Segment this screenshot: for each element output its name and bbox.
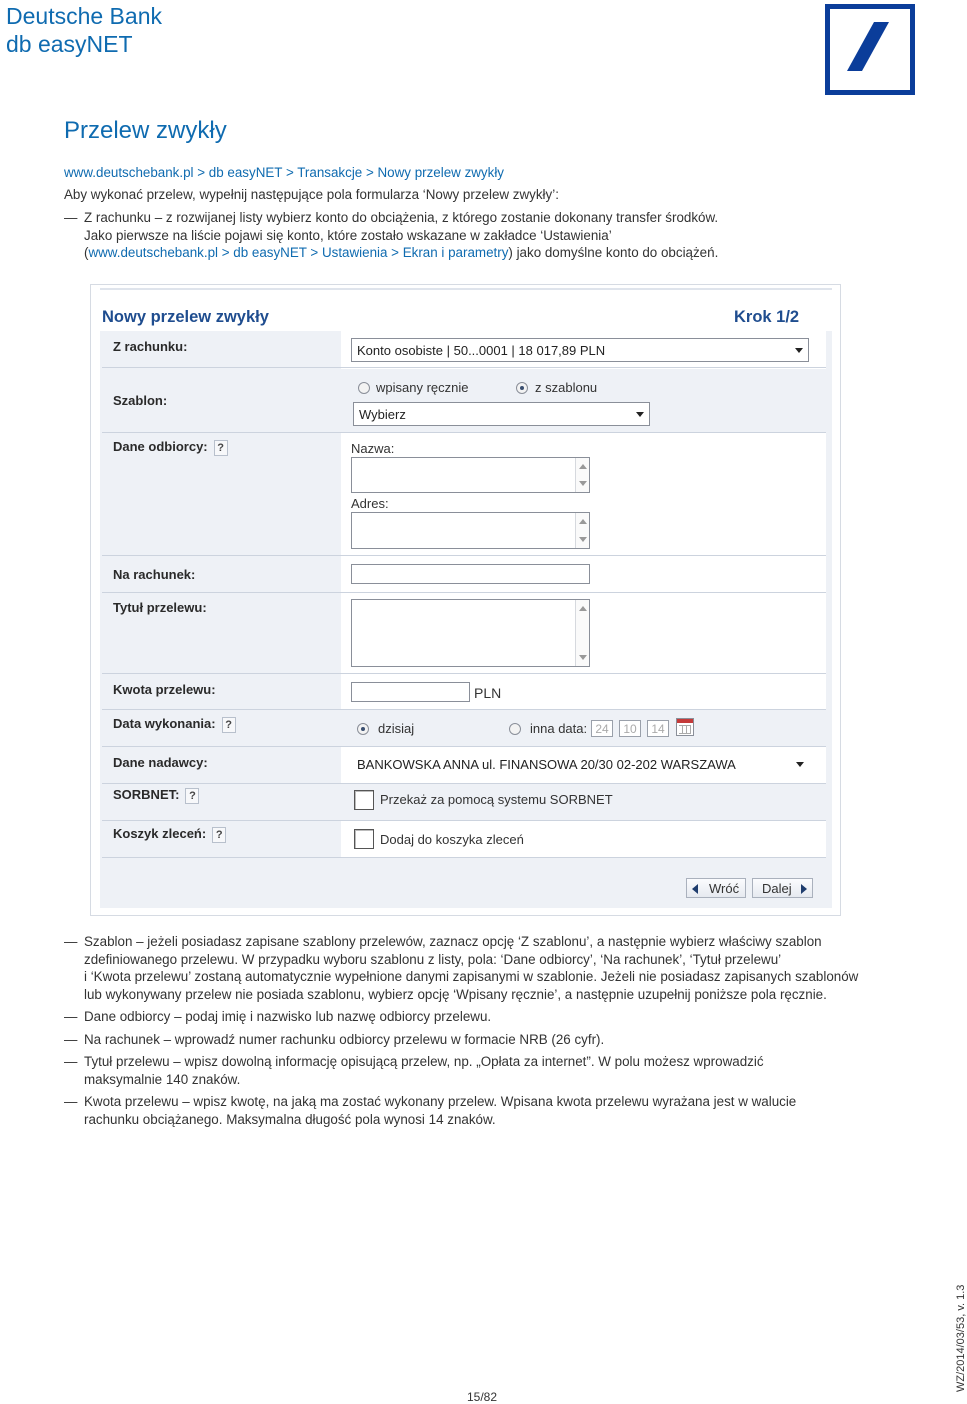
row-separator xyxy=(102,857,826,858)
bullet-line: Jako pierwsze na liście pojawi się konto, które zostało wskazane w zakładce ‘Ustawienia’ xyxy=(84,227,612,243)
account-value: Konto osobiste | 50...0001 | 18 017,89 PLN xyxy=(357,343,606,358)
bullet-dash: — xyxy=(64,210,78,225)
bullet-z-rachunku xyxy=(84,209,904,262)
back-button-label: Wróć xyxy=(709,881,740,896)
row-separator xyxy=(102,709,826,710)
chevron-down-icon xyxy=(795,348,803,353)
arrow-right-icon xyxy=(801,884,807,894)
brand-title xyxy=(6,2,162,58)
bullet-dash: — xyxy=(64,1094,78,1109)
breadcrumb-path: > db easyNET > Transakcje > Nowy przelew zwykły xyxy=(193,165,504,180)
link-deutschebank[interactable]: www.deutschebank.pl xyxy=(88,245,218,260)
bullet-line: (www.deutschebank.pl > db easyNET > Ustawienia > Ekran i parametry) jako domyślne konto do obciążeń. xyxy=(84,245,719,260)
currency-label: PLN xyxy=(474,685,502,701)
note-line: zdefiniowanego przelewu. W przypadku wyboru szablonu z listy, pola: ‘Dane odbiorcy’, ‘Na rachunek’, ‘Tytuł przelewu’ xyxy=(84,951,782,967)
note-line: maksymalnie 140 znaków. xyxy=(84,1071,241,1087)
row-separator xyxy=(102,783,826,784)
amount-input[interactable] xyxy=(351,682,470,702)
page-title: Przelew zwykły xyxy=(64,117,227,144)
account-number-input[interactable] xyxy=(351,564,590,584)
date-year-input[interactable]: 14 xyxy=(647,720,669,737)
date-month-input[interactable]: 10 xyxy=(619,720,641,737)
scrollbar[interactable] xyxy=(575,513,589,548)
form-title: Nowy przelew zwykły xyxy=(102,308,269,326)
note-line: i ‘Kwota przelewu’ zostaną automatycznie wypełnione danymi zapisanymi w szablonie. Jeżeli nie posiadasz zapisanych szablonów xyxy=(84,969,859,984)
note-line: Szablon – jeżeli posiadasz zapisane szablony przelewów, zaznacz opcję ‘Z szablonu’, a następnie wybierz właściwy szablon xyxy=(84,934,822,949)
scrollbar[interactable] xyxy=(575,600,589,666)
bullet-line: Z rachunku – z rozwijanej listy wybierz konto do obciążenia, z którego zostanie dokonany transfer środków. xyxy=(84,210,719,225)
note-line: Kwota przelewu – wpisz kwotę, na jaką ma zostać wykonany przelew. Wpisana kwota przelewu wyrażana jest w walucie xyxy=(84,1094,797,1109)
row-separator xyxy=(102,820,826,821)
radio-today-label: dzisiaj xyxy=(378,721,415,736)
label-dane-nadawcy: Dane nadawcy: xyxy=(113,755,208,770)
breadcrumb-link[interactable]: www.deutschebank.pl xyxy=(64,165,194,180)
note-na-rachunek: Na rachunek – wprowadź numer rachunku odbiorcy przelewu w formacie NRB (26 cyfr). xyxy=(84,1032,605,1047)
row-separator xyxy=(102,367,826,368)
adres-label: Adres: xyxy=(351,496,389,511)
account-select[interactable] xyxy=(351,338,809,362)
row-separator xyxy=(102,432,826,433)
calendar-icon[interactable] xyxy=(676,718,694,736)
label-data-wykonania: Data wykonania: ? xyxy=(113,716,236,733)
radio-manual-label: wpisany ręcznie xyxy=(376,380,469,395)
brand-line-1: Deutsche Bank xyxy=(6,3,162,29)
page-number: 15/82 xyxy=(467,1390,498,1404)
intro-text: Aby wykonać przelew, wypełnij następujące pola formularza ‘Nowy przelew zwykły’: xyxy=(64,187,559,202)
note-dane-odbiorcy: Dane odbiorcy – podaj imię i nazwisko lub nazwę odbiorcy przelewu. xyxy=(84,1009,492,1024)
sorbnet-checkbox-label: Przekaż za pomocą systemu SORBNET xyxy=(380,792,613,807)
settings-path: > db easyNET > Ustawienia > Ekran i parametry xyxy=(218,245,509,260)
basket-checkbox-label: Dodaj do koszyka zleceń xyxy=(380,832,524,847)
nazwa-textarea[interactable] xyxy=(351,457,590,493)
label-dane-odbiorcy: Dane odbiorcy: ? xyxy=(113,439,228,456)
row-separator xyxy=(102,555,826,556)
help-icon[interactable]: ? xyxy=(222,717,236,733)
chevron-down-icon xyxy=(796,762,804,767)
sorbnet-checkbox[interactable] xyxy=(354,790,374,810)
next-button[interactable] xyxy=(752,878,813,898)
bullet-dash: — xyxy=(64,1054,78,1069)
note-line: lub wykonywany przelew nie posiada szablonu, wybierz opcję ‘Wpisany ręcznie’, a następnie uzupełnij poniższe pola ręcznie. xyxy=(84,986,827,1002)
breadcrumb xyxy=(64,164,504,182)
radio-other-label: inna data: xyxy=(530,721,588,736)
bullet-dash: — xyxy=(64,1032,78,1047)
label-z-rachunku: Z rachunku: xyxy=(113,339,188,354)
back-button[interactable] xyxy=(686,878,746,898)
bullet-dash: — xyxy=(64,1009,78,1024)
adres-textarea[interactable] xyxy=(351,512,590,549)
label-koszyk: Koszyk zleceń: ? xyxy=(113,826,226,843)
document-id: WZ/2014/03/53, v. 1.3 xyxy=(955,1284,967,1392)
date-day-input[interactable]: 24 xyxy=(591,720,613,737)
sender-value: BANKOWSKA ANNA ul. FINANSOWA 20/30 02-202 WARSZAWA xyxy=(357,757,736,772)
label-sorbnet: SORBNET: ? xyxy=(113,787,199,804)
label-column xyxy=(102,331,340,857)
sender-select[interactable] xyxy=(351,752,810,776)
nazwa-label: Nazwa: xyxy=(351,441,395,456)
label-tytul: Tytuł przelewu: xyxy=(113,600,207,615)
deutsche-bank-logo xyxy=(825,4,915,95)
note-line: Tytuł przelewu – wpisz dowolną informację opisującą przelew, np. „Opłata za internet”. W polu możesz wprowadzić xyxy=(84,1054,764,1069)
brand-line-2: db easyNET xyxy=(6,31,133,57)
title-textarea[interactable] xyxy=(351,599,590,667)
radio-template-label: z szablonu xyxy=(535,380,598,395)
row-separator xyxy=(102,673,826,674)
help-icon[interactable]: ? xyxy=(214,440,228,456)
step-indicator: Krok 1/2 xyxy=(734,308,800,326)
radio-manual[interactable] xyxy=(358,382,370,394)
template-select[interactable] xyxy=(353,402,650,426)
bullet-dash: — xyxy=(64,934,78,949)
note-kwota xyxy=(84,1093,904,1128)
label-kwota: Kwota przelewu: xyxy=(113,682,216,697)
help-icon[interactable]: ? xyxy=(212,827,226,843)
label-szablon: Szablon: xyxy=(113,393,168,408)
help-icon[interactable]: ? xyxy=(185,788,199,804)
note-szablon xyxy=(84,933,904,1003)
radio-template[interactable] xyxy=(516,382,528,394)
row-separator xyxy=(102,592,826,593)
note-tytul xyxy=(84,1053,904,1088)
row-separator xyxy=(102,746,826,747)
template-value: Wybierz xyxy=(359,407,406,422)
radio-today[interactable] xyxy=(357,723,369,735)
arrow-left-icon xyxy=(692,884,698,894)
scrollbar[interactable] xyxy=(575,458,589,492)
label-na-rachunek: Na rachunek: xyxy=(113,567,196,582)
note-line: rachunku obciążanego. Maksymalna długość pola wynosi 14 znaków. xyxy=(84,1111,496,1127)
radio-other-date[interactable] xyxy=(509,723,521,735)
next-button-label: Dalej xyxy=(762,881,792,896)
basket-checkbox[interactable] xyxy=(354,829,374,849)
chevron-down-icon xyxy=(636,412,644,417)
